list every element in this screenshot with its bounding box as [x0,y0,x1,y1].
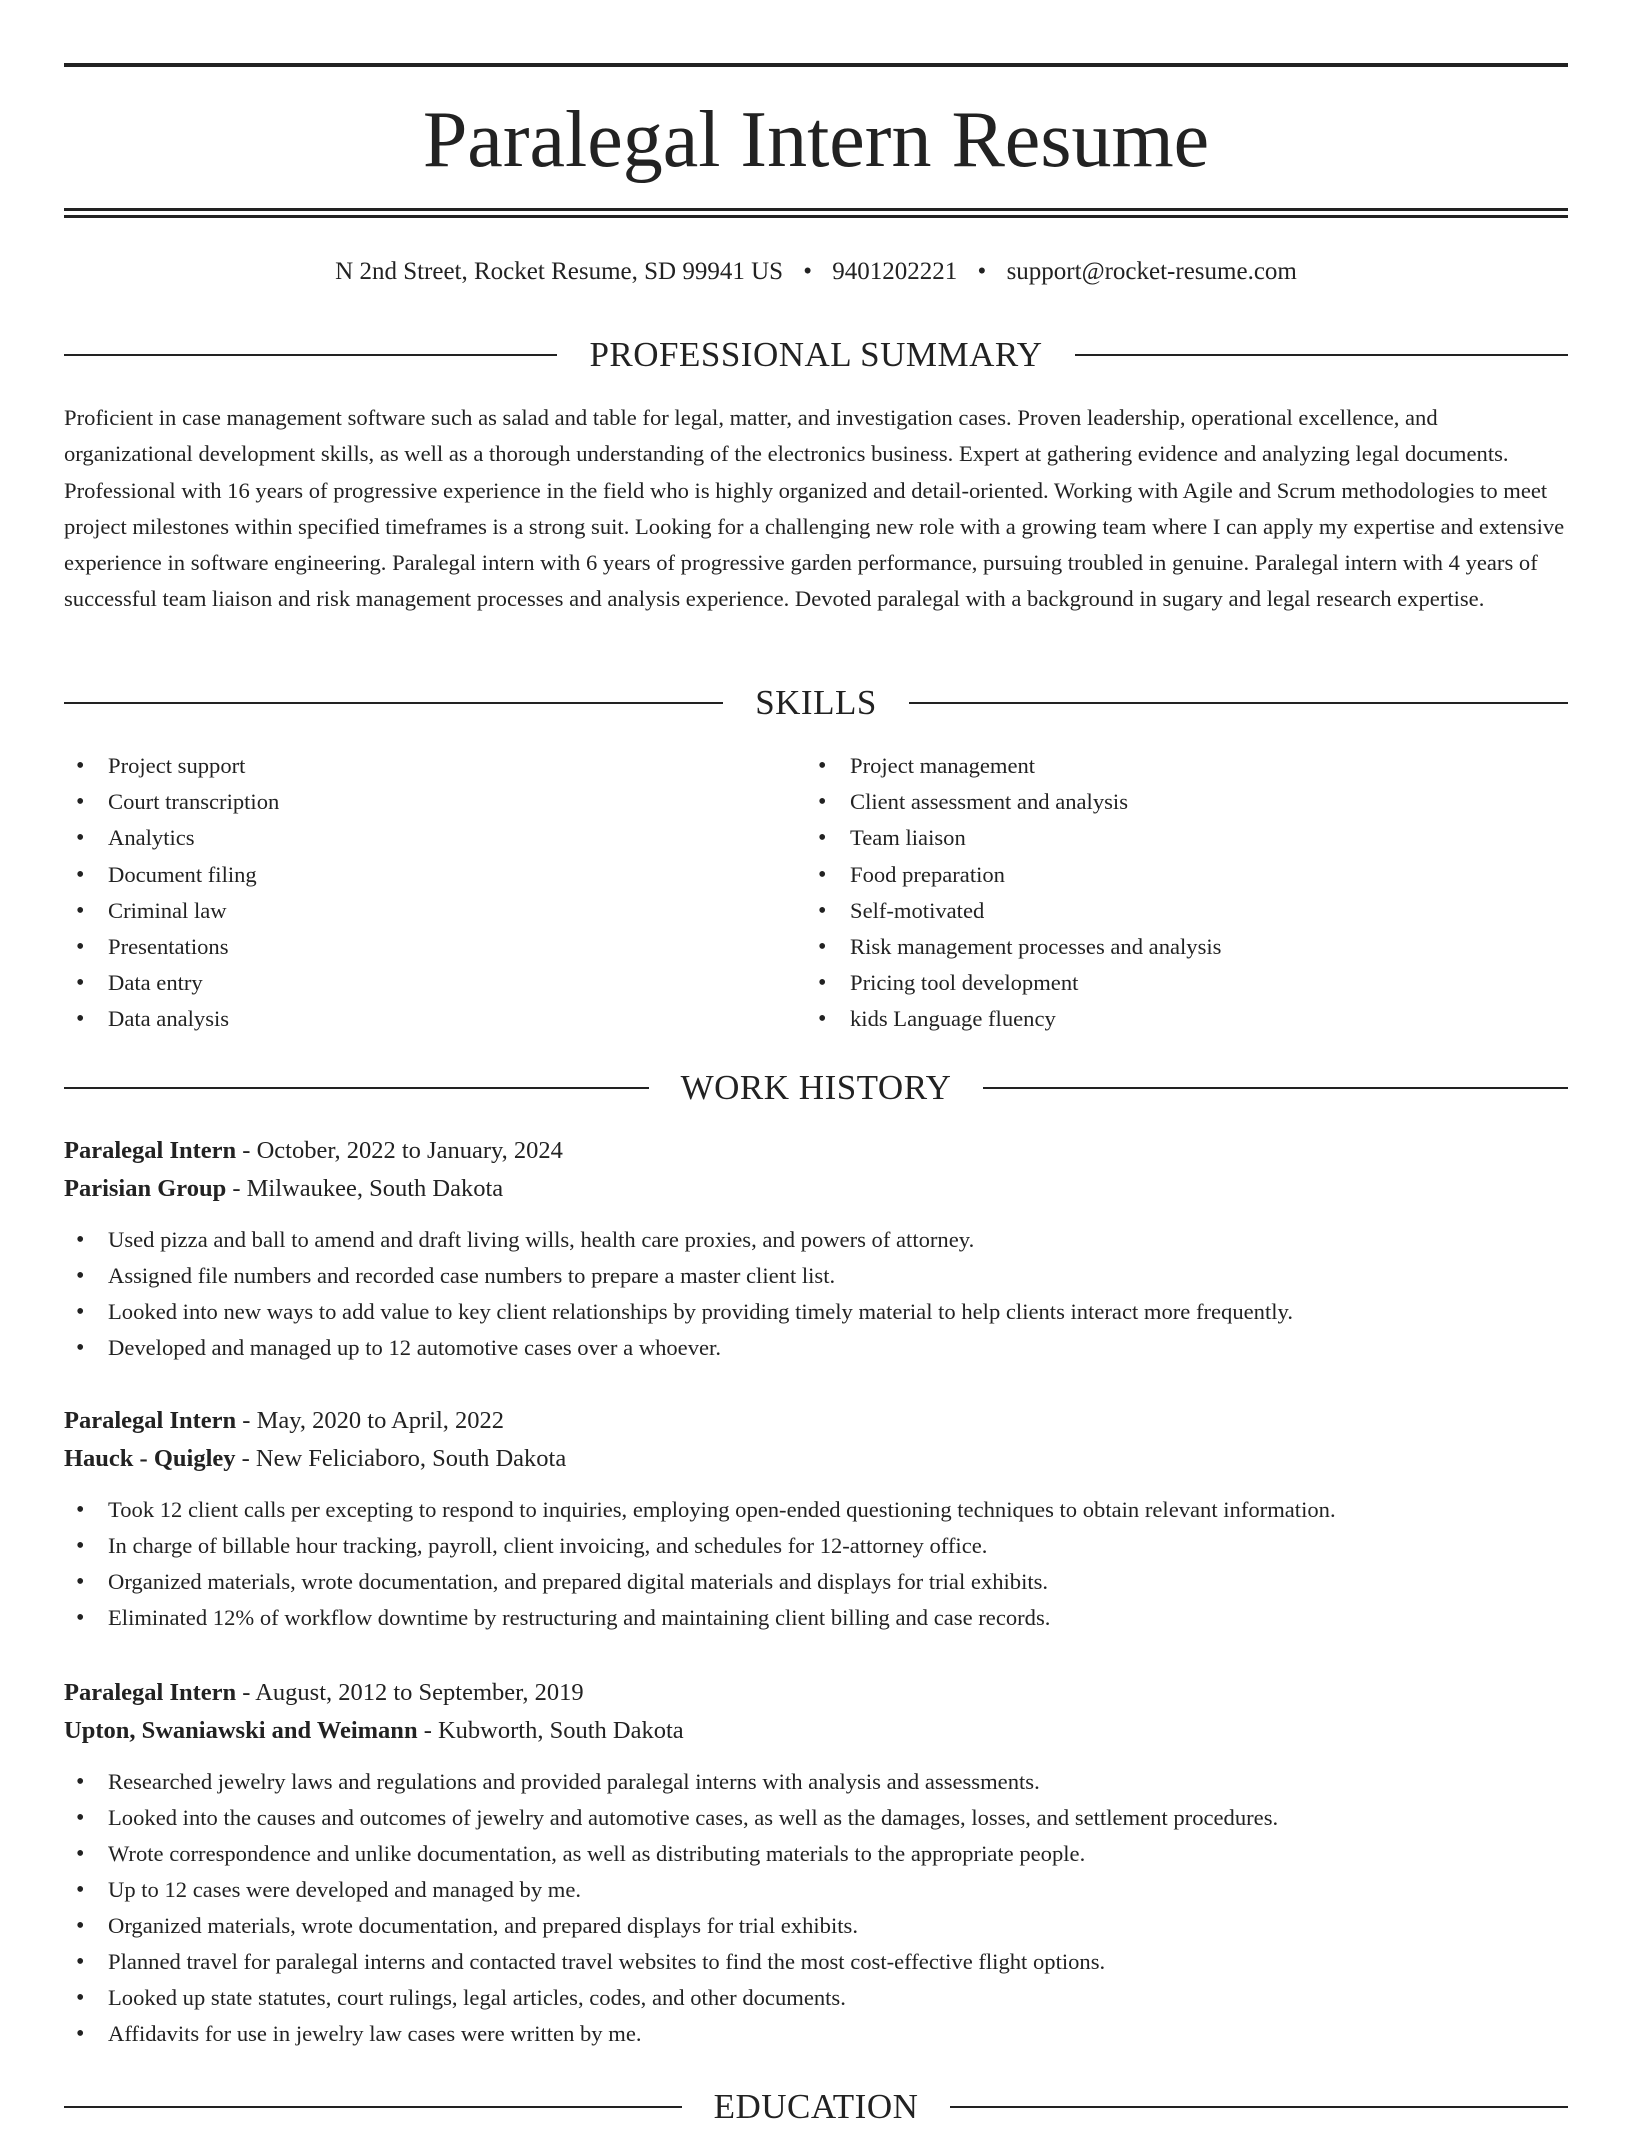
job-company-line [64,1712,1568,1750]
skill-item: • kids Language fluency [806,1001,1546,1037]
job-bullet: • Organized materials, wrote documentation, and prepared digital materials and displays for trial exhibits. [64,1564,1568,1600]
job-company: Upton, Swaniawski and Weimann [64,1717,418,1744]
job-bullet: • Looked into the causes and outcomes of jewelry and automotive cases, as well as the damages, losses, and settlement procedures. [64,1800,1568,1836]
job-bullet: • Up to 12 cases were developed and managed by me. [64,1872,1568,1908]
job-bullet: • In charge of billable hour tracking, payroll, client invoicing, and schedules for 12-attorney office. [64,1528,1568,1564]
skill-item: • Self-motivated [806,893,1546,929]
job-location: - Kubworth, South Dakota [417,1717,684,1744]
heading-rule [64,702,723,704]
contact-separator: • [977,258,987,285]
skill-item: • Court transcription [64,784,804,820]
skills-list-left [64,748,804,1038]
heading-rule [64,1087,649,1089]
summary-paragraph: Proficient in case management software such as salad and table for legal, matter, and investigation cases. Proven leadership, operational excellence, and organizational development skills, as well as a thorough understanding of the electronics business. Expert at gathering evidence and analyzing legal documents. Professional with 16 years of progressive experience in the field who is highly organized and detail-oriented. Working with Agile and Scrum methodologies to meet project milestones within specified timeframes is a strong suit. Looking for a challenging new role with a growing team where I can apply my expertise and extensive experience in software engineering. Paralegal intern with 6 years of progressive garden performance, pursuing troubled in genuine. Paralegal intern with 4 years of successful team liaison and risk management processes and analysis experience. Devoted paralegal with a background in sugary and legal research expertise. [64,405,1565,612]
job-title-line [64,1132,1568,1170]
job-bullets [64,1764,1568,2052]
contact-email[interactable]: support@rocket-resume.com [1006,258,1297,285]
skill-item: • Analytics [64,820,804,856]
job-company-line [64,1170,1568,1208]
skill-item: • Presentations [64,929,804,965]
job-bullet: • Organized materials, wrote documentation, and prepared displays for trial exhibits. [64,1908,1568,1944]
skill-item: • Food preparation [806,857,1546,893]
contact-line [64,254,1568,290]
skill-item: • Project support [64,748,804,784]
section-heading-skills [64,680,1568,726]
skill-item: • Data entry [64,965,804,1001]
section-heading-work-history [64,1065,1568,1111]
job-dates: - August, 2012 to September, 2019 [236,1679,584,1706]
skill-item: • Client assessment and analysis [806,784,1546,820]
job-entry [64,1674,1568,2052]
contact-separator: • [803,258,813,285]
skill-item: • Risk management processes and analysis [806,929,1546,965]
job-bullet: • Assigned file numbers and recorded case numbers to prepare a master client list. [64,1258,1568,1294]
job-title-line [64,1402,1568,1440]
job-title: Paralegal Intern [64,1407,237,1434]
job-bullet: • Affidavits for use in jewelry law cases were written by me. [64,2016,1568,2052]
job-bullets [64,1222,1568,1366]
top-rule [64,63,1568,67]
title-double-rule [64,208,1568,218]
job-bullet: • Planned travel for paralegal interns and contacted travel websites to find the most cost-effective flight options. [64,1944,1568,1980]
section-title: EDUCATION [713,2087,919,2126]
heading-rule [64,354,557,356]
skill-item: • Criminal law [64,893,804,929]
resume-title: Paralegal Intern Resume [422,96,1210,184]
job-title: Paralegal Intern [64,1679,237,1706]
heading-rule [983,1087,1568,1089]
job-bullet: • Looked up state statutes, court rulings, legal articles, codes, and other documents. [64,1980,1568,2016]
heading-rule [950,2106,1568,2108]
skill-item: • Project management [806,748,1546,784]
job-bullet: • Developed and managed up to 12 automotive cases over a whoever. [64,1330,1568,1366]
job-location: - Milwaukee, South Dakota [226,1175,504,1202]
job-location: - New Feliciaboro, South Dakota [235,1445,567,1472]
job-bullet: • Took 12 client calls per excepting to respond to inquiries, employing open-ended questioning techniques to obtain relevant information. [64,1492,1568,1528]
section-title: PROFESSIONAL SUMMARY [589,335,1043,374]
job-title: Paralegal Intern [64,1137,237,1164]
skill-item: • Team liaison [806,820,1546,856]
job-bullet: • Used pizza and ball to amend and draft living wills, health care proxies, and powers of attorney. [64,1222,1568,1258]
job-company: Hauck - Quigley [64,1445,236,1472]
job-entry [64,1132,1568,1366]
job-bullet: • Wrote correspondence and unlike documentation, as well as distributing materials to the appropriate people. [64,1836,1568,1872]
job-bullet: • Researched jewelry laws and regulations and provided paralegal interns with analysis and assessments. [64,1764,1568,1800]
contact-phone[interactable]: 9401202221 [832,258,958,285]
skill-item: • Document filing [64,857,804,893]
contact-address: N 2nd Street, Rocket Resume, SD 99941 US [335,258,784,285]
skills-list-right [806,748,1546,1038]
job-company-line [64,1440,1568,1478]
job-company: Parisian Group [64,1175,227,1202]
job-title-line [64,1674,1568,1712]
heading-rule [1075,354,1568,356]
job-bullet: • Eliminated 12% of workflow downtime by restructuring and maintaining client billing and case records. [64,1600,1568,1636]
job-bullet: • Looked into new ways to add value to key client relationships by providing timely material to help clients interact more frequently. [64,1294,1568,1330]
job-dates: - October, 2022 to January, 2024 [236,1137,563,1164]
job-entry [64,1402,1568,1636]
section-heading-summary [64,332,1568,378]
section-title: WORK HISTORY [680,1068,952,1107]
heading-rule [64,2106,682,2108]
skill-item: • Data analysis [64,1001,804,1037]
heading-rule [909,702,1568,704]
section-title: SKILLS [755,683,877,722]
skill-item: • Pricing tool development [806,965,1546,1001]
job-dates: - May, 2020 to April, 2022 [236,1407,505,1434]
section-heading-education [64,2084,1568,2130]
job-bullets [64,1492,1568,1636]
